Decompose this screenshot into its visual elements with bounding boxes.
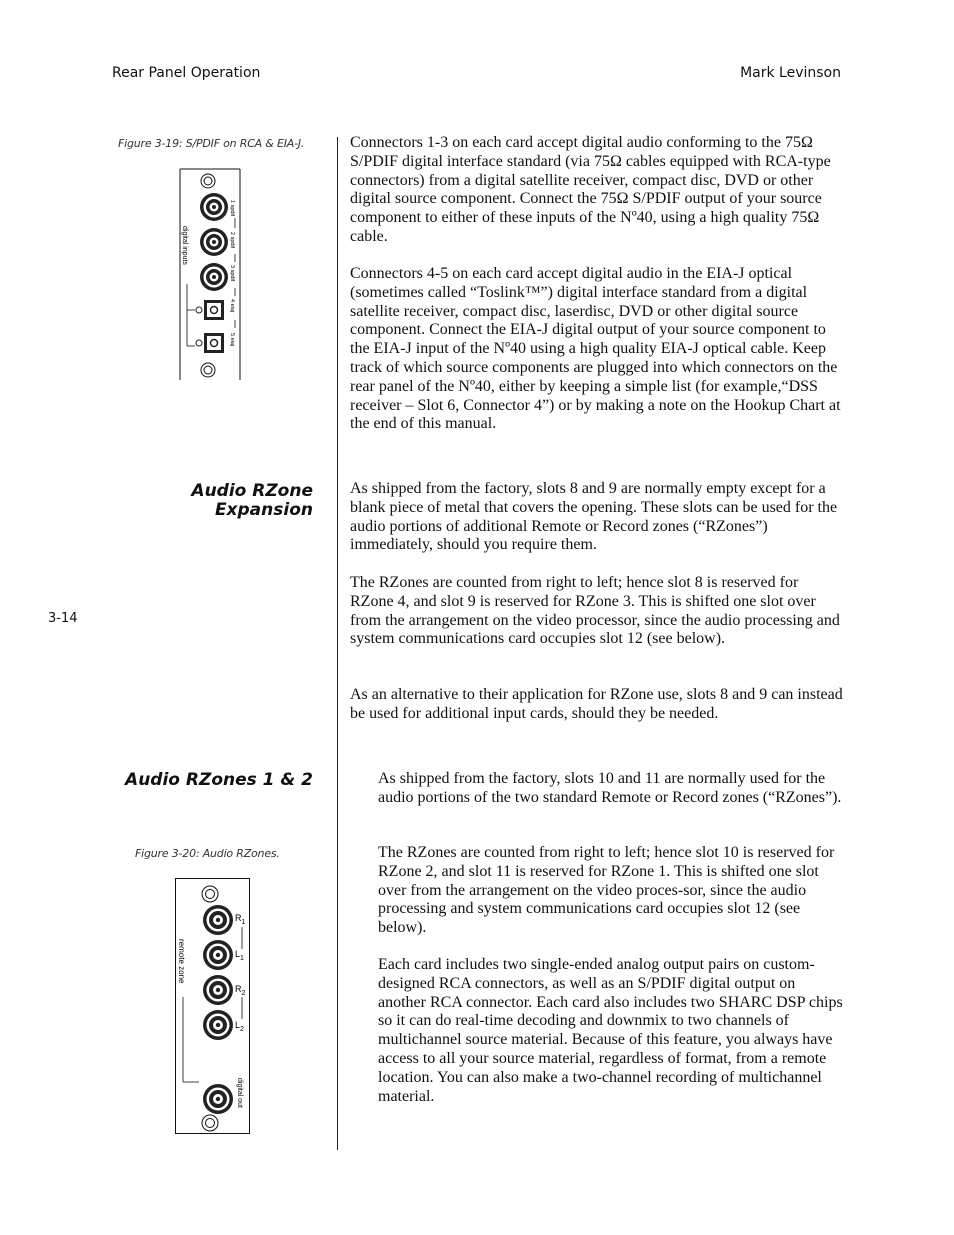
connector-label-1: 1 spdif bbox=[229, 200, 235, 217]
channel-label-r1: $R_1$ bbox=[235, 913, 246, 926]
rca-connector-1 bbox=[200, 193, 228, 221]
remote-zone-label: remote zone bbox=[177, 939, 186, 984]
optical-connector-4 bbox=[196, 300, 224, 320]
connector-label-2: 2 spdif bbox=[229, 232, 235, 249]
rca-output-r1 bbox=[203, 905, 233, 935]
heading-line-1: Audio RZone bbox=[191, 481, 313, 501]
running-header-left: Rear Panel Operation bbox=[112, 65, 261, 81]
figure-caption-3-20: Figure 3-20: Audio RZones. bbox=[135, 847, 280, 860]
expansion-paragraph-1: As shipped from the factory, slots 8 and 9 are normally empty except for a blank piece of metal that covers the opening. These slots can be used for the audio portions of additional Remote or Record zones (“RZones”) immediately, should you require them. bbox=[350, 480, 838, 554]
connector-label-3: 3 spdif bbox=[229, 265, 235, 282]
digital-out-label: digital out bbox=[236, 1078, 243, 1108]
intro-paragraph-1: Connectors 1-3 on each card accept digital audio conforming to the 75Ω S/PDIF digital interface standard (via 75Ω cables equipped with RCA-type connectors) from a digital satellite receiver, compact disc, DVD or other digital source component. Connect the 75Ω S/PDIF output of your source component to either of these inputs of the Nº40, using a high quality 75Ω cable. bbox=[350, 134, 831, 245]
intro-paragraph-2: Connectors 4-5 on each card accept digital audio in the EIA-J optical (sometimes called “Toslink™”) digital interface standard from a digital satellite receiver, compact disc, laserdisc, DVD or other digital source component. Connect the EIA-J digital output of your source component to the EIA-J input of the Nº40 using a high quality EIA-J optical cable. Keep track of which source components are plugged into which connectors on the rear panel of the Nº40, either by keeping a simple list (for example,“DSS receiver – Slot 6, Connector 4”) or by making a note on the Hookup Chart at the end of this manual. bbox=[350, 265, 841, 433]
optical-connector-5 bbox=[196, 333, 224, 353]
rzones-paragraph-1: As shipped from the factory, slots 10 and 11 are normally used for the audio portions of the two standard Remote or Record zones (“RZones”). bbox=[378, 770, 842, 806]
running-header-right: Mark Levinson bbox=[740, 65, 841, 81]
rca-connector-3 bbox=[200, 263, 228, 291]
rca-output-l2 bbox=[203, 1010, 233, 1040]
heading-line-2: Expansion bbox=[214, 500, 313, 520]
digital-inputs-label: digital inputs bbox=[181, 226, 188, 265]
figure-caption-3-19: Figure 3-19: S/PDIF on RCA & EIA-J. bbox=[118, 137, 305, 150]
rzones-paragraph-3: Each card includes two single-ended analog output pairs on custom-designed RCA connectors, as well as an S/PDIF digital output on another RCA connector. Each card also includes two SHARC DSP chips so it can do real-time decoding and downmix to two channels of multichannel source material. Because of this feature, you always have access to all your source material, regardless of format, from a remote location. You can also make a two-channel recording of multichannel material. bbox=[378, 956, 843, 1105]
expansion-paragraph-2: The RZones are counted from right to left; hence slot 8 is reserved for RZone 4, and slot 9 is reserved for RZone 3. This is shifted one slot over from the arrangement on the video processor, since the audio processing and system communications card occupies slot 12 (see below). bbox=[350, 574, 840, 648]
connector-label-4: 4 eiaj bbox=[229, 299, 235, 313]
column-divider bbox=[337, 137, 338, 1150]
spdif-eiaj-panel-diagram bbox=[170, 166, 250, 386]
rca-digital-out bbox=[203, 1084, 233, 1114]
channel-label-l1: $L_1$ bbox=[235, 949, 244, 962]
rca-output-r2 bbox=[203, 975, 233, 1005]
section-heading-rzones-1-2: Audio RZones 1 & 2 bbox=[125, 770, 313, 790]
audio-rzones-panel-diagram bbox=[174, 877, 252, 1137]
rca-output-l1 bbox=[203, 940, 233, 970]
page-number: 3-14 bbox=[48, 611, 78, 626]
expansion-paragraph-3: As an alternative to their application for RZone use, slots 8 and 9 can instead be used for additional input cards, should they be needed. bbox=[350, 686, 843, 722]
rca-connector-2 bbox=[200, 228, 228, 256]
channel-label-r2: $R_2$ bbox=[235, 984, 246, 997]
section-heading-rzone-expansion bbox=[120, 482, 313, 520]
channel-label-l2: $L_2$ bbox=[235, 1020, 244, 1033]
rzones-paragraph-2: The RZones are counted from right to left; hence slot 10 is reserved for RZone 2, and slot 11 is reserved for RZone 1. This is shifted one slot over from the arrangement on the video proces-sor, since the audio processing and system communications card occupies slot 12 (see below). bbox=[378, 844, 835, 937]
connector-label-5: 5 eiaj bbox=[229, 333, 235, 347]
